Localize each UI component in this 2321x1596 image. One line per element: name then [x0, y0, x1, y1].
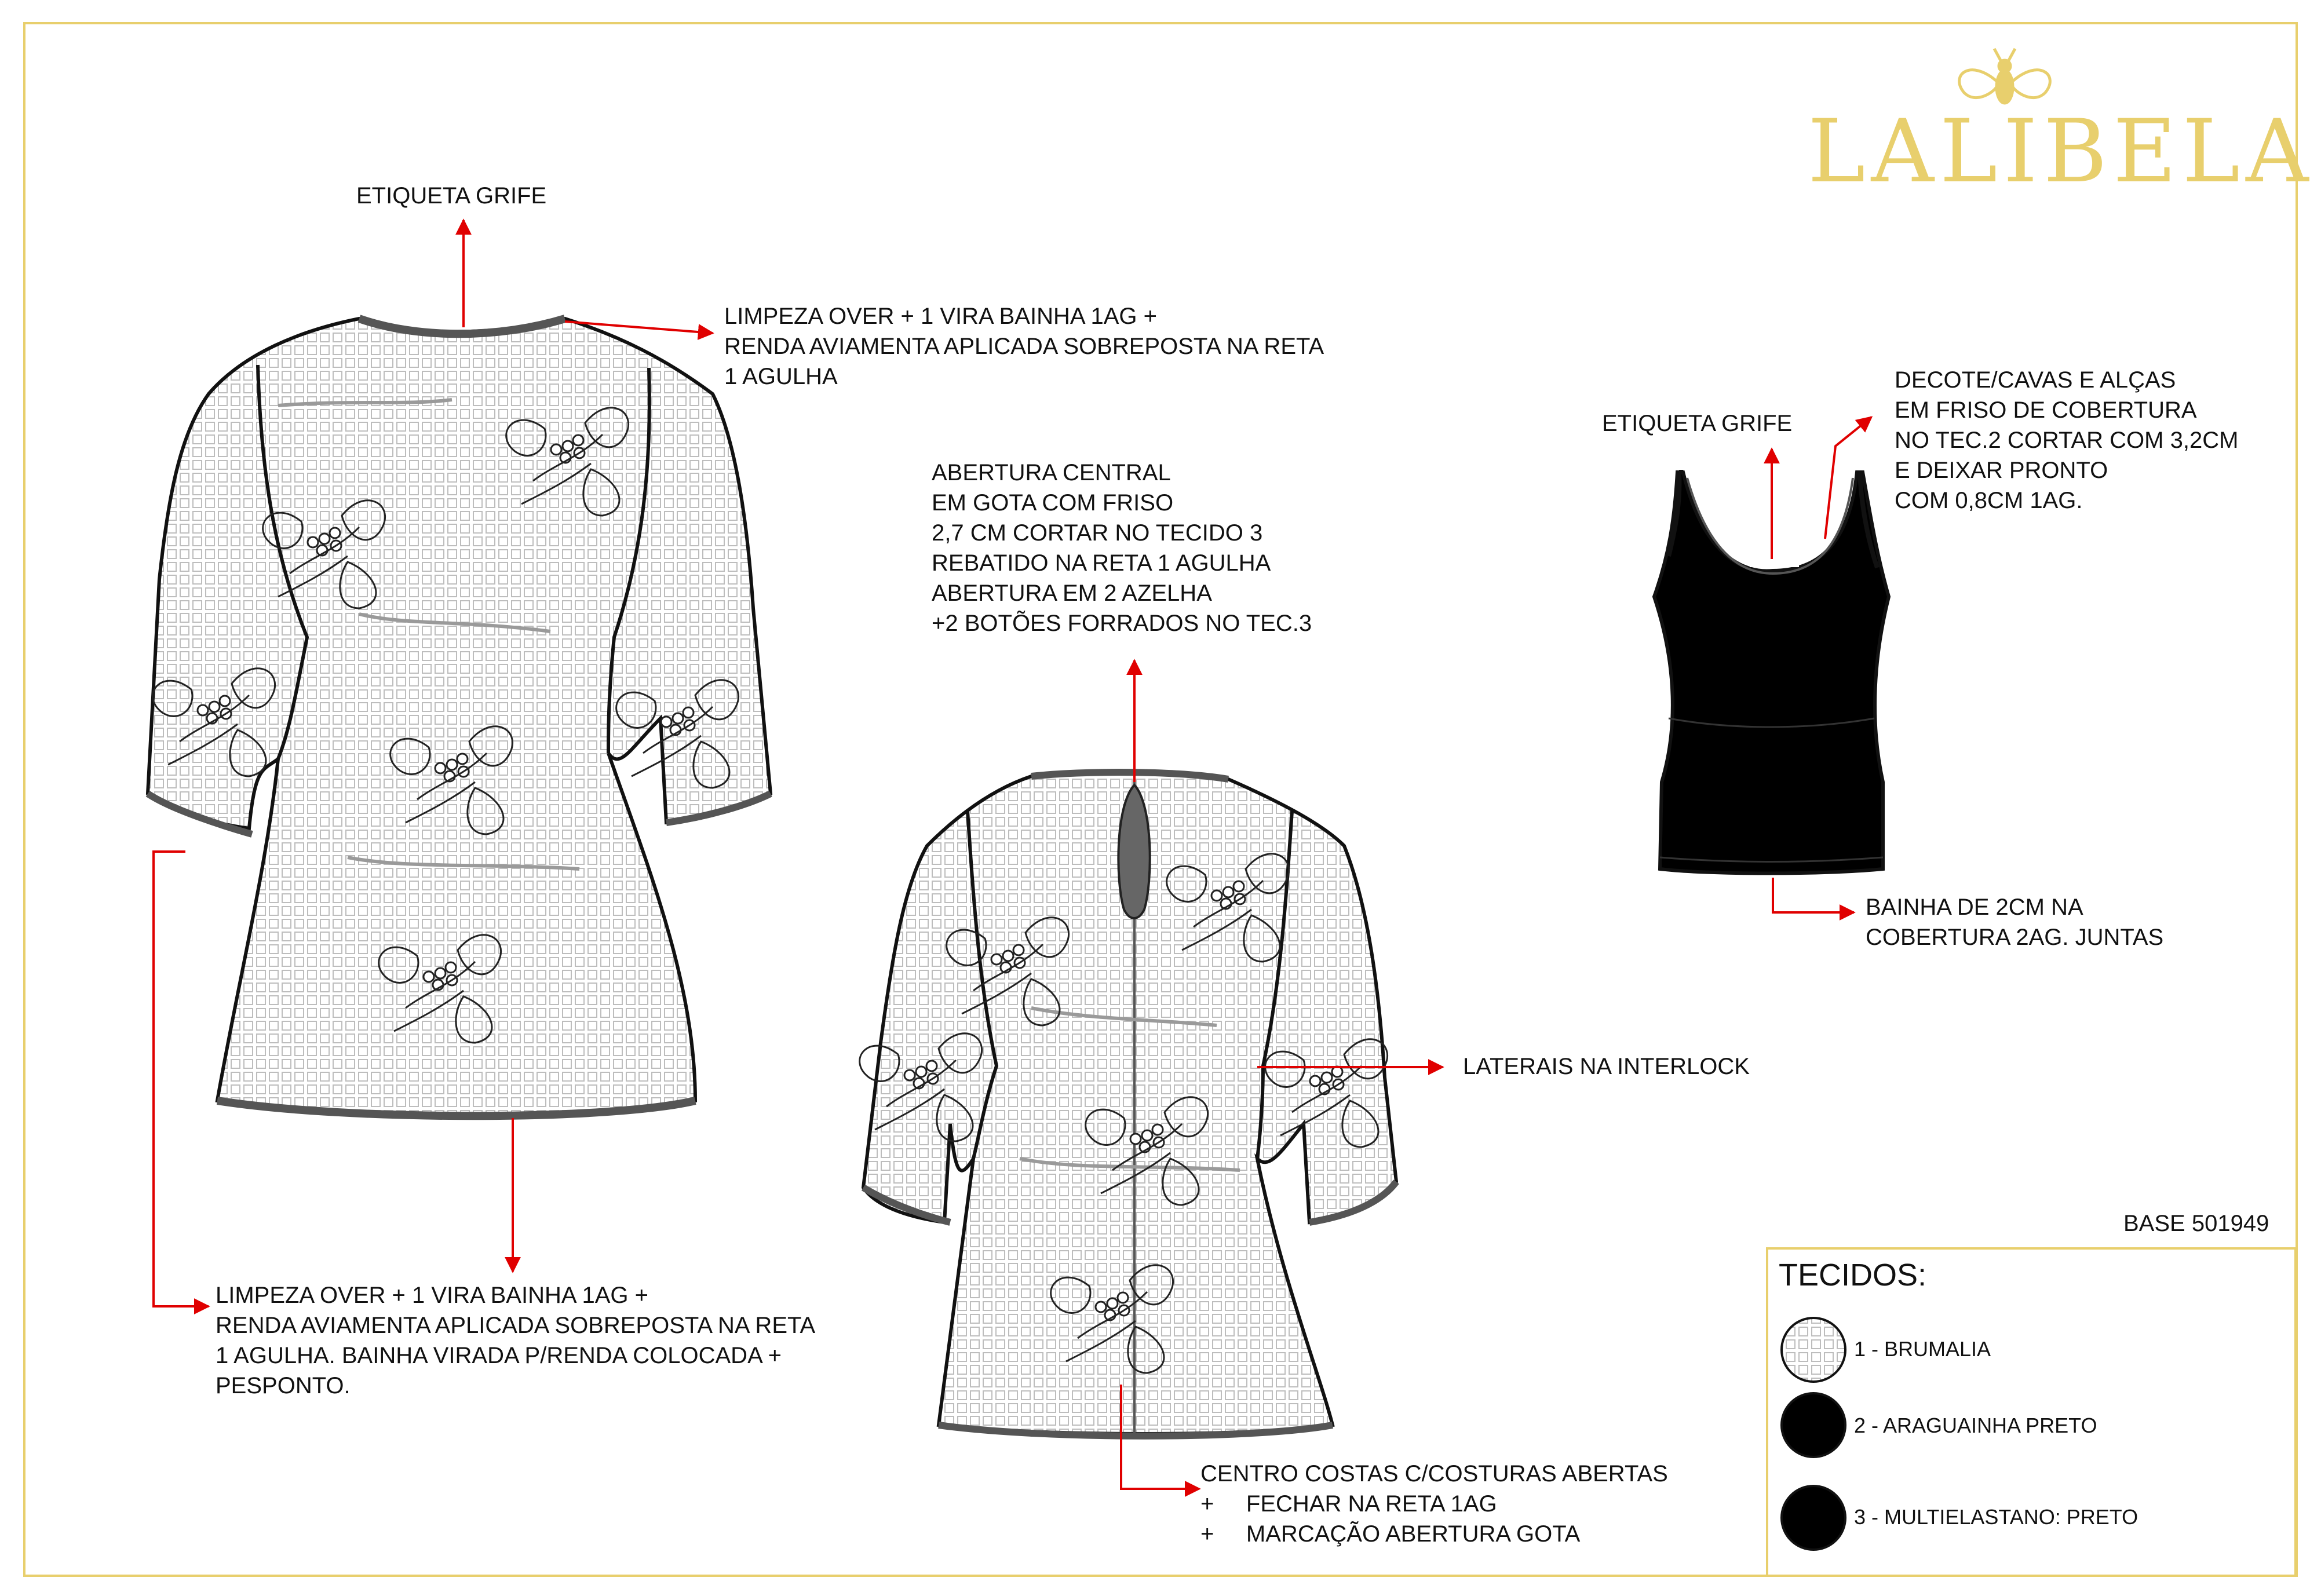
- brand-logo-text: LALIBELA: [1808, 101, 2315, 202]
- label-decote: DECOTE/CAVAS E ALÇAS EM FRISO DE COBERTURA NO TEC.2 CORTAR COM 3,2CM E DEIXAR PRONTO COM 0,8CM 1AG.: [1895, 367, 2239, 513]
- label-tag: [1750, 559, 1799, 567]
- front-blouse-drawing: [148, 319, 771, 1116]
- back-blouse-drawing: [860, 772, 1396, 1436]
- label-bainha-top: BAINHA DE 2CM NA COBERTURA 2AG. JUNTAS: [1866, 894, 2164, 950]
- label-laterais: LATERAIS NA INTERLOCK: [1463, 1054, 1750, 1079]
- swatch-brumalia: [1782, 1318, 1845, 1382]
- label-centro-costas: CENTRO COSTAS C/COSTURAS ABERTAS + FECHAR NA RETA 1AG + MARCAÇÃO ABERTURA GOTA: [1200, 1461, 1668, 1547]
- bee-icon: [1959, 49, 2050, 103]
- label-etiqueta-grife-front: ETIQUETA GRIFE: [356, 183, 547, 209]
- legend-item-multielastano: 3 - MULTIELASTANO: PRETO: [1854, 1505, 2138, 1529]
- label-neck-finish: LIMPEZA OVER + 1 VIRA BAINHA 1AG + RENDA AVIAMENTA APLICADA SOBREPOSTA NA RETA 1 AGULHA: [724, 304, 1324, 389]
- label-hem-finish: LIMPEZA OVER + 1 VIRA BAINHA 1AG + RENDA AVIAMENTA APLICADA SOBREPOSTA NA RETA 1 AGULHA. BAINHA VIRADA P/RENDA COLOCADA + PESPONTO.: [216, 1283, 816, 1398]
- swatch-araguainha-preto: [1782, 1393, 1845, 1457]
- base-reference: BASE 501949: [2123, 1211, 2269, 1236]
- legend-item-araguainha: 2 - ARAGUAINHA PRETO: [1854, 1414, 2097, 1437]
- label-abertura-central: ABERTURA CENTRAL EM GOTA COM FRISO 2,7 CM CORTAR NO TECIDO 3 REBATIDO NA RETA 1 AGULHA ABERTURA EM 2 AZELHA +2 BOTÕES FORRADOS NO TEC.3: [932, 460, 1312, 636]
- legend-title: TECIDOS:: [1779, 1258, 1927, 1292]
- legend-item-brumalia: 1 - BRUMALIA: [1854, 1337, 1991, 1361]
- label-etiqueta-grife-top: ETIQUETA GRIFE: [1602, 411, 1793, 436]
- swatch-multielastano-preto: [1782, 1486, 1845, 1550]
